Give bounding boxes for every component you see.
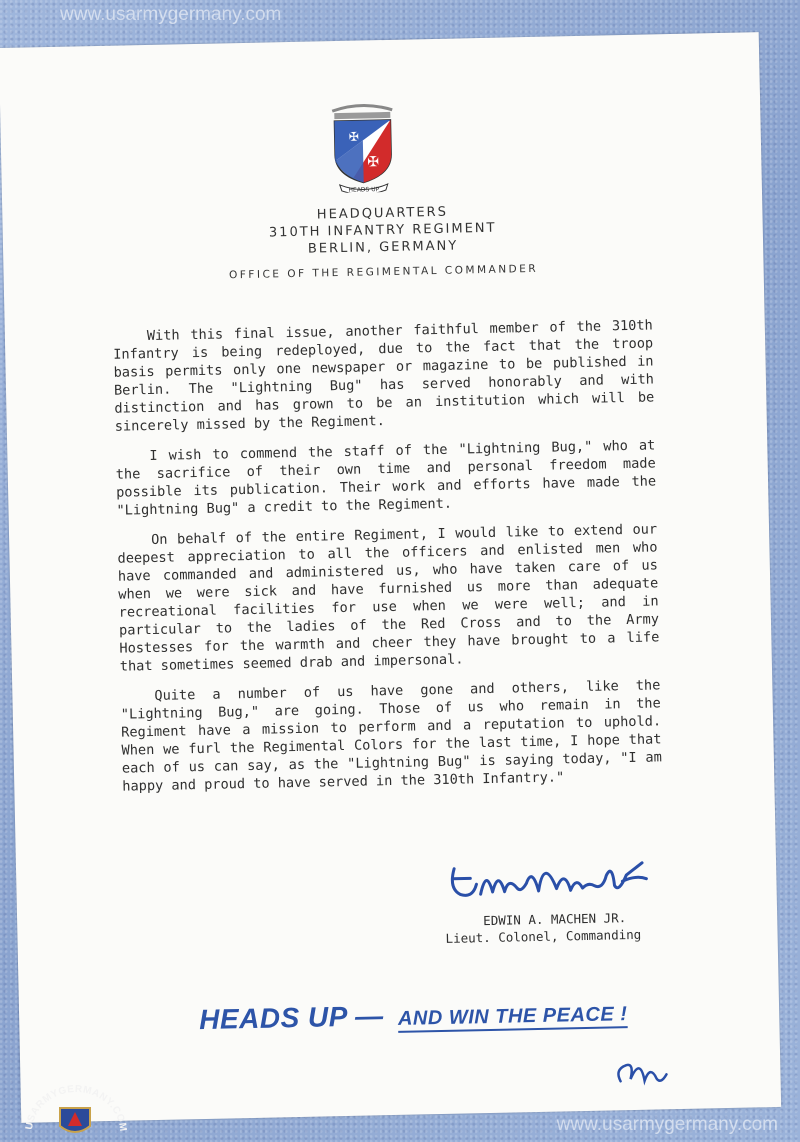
letterhead-line-1: HEADQUARTERS: [316, 204, 449, 223]
paragraph-4: Quite a number of us have gone and others, like the "Lightning Bug," are going. Those of us who remain in the Regiment have a mission to perform and a reputation to uphold. When we furl the Regimental Colors for the last time, I hope that each of us can say, as the "Lightning Bug" is saying today, "I am happy and proud to have served in the 310th Infantry.": [120, 677, 662, 795]
letterhead: [2, 197, 763, 286]
watermark-bottom: www.usarmygermany.com: [556, 1114, 778, 1135]
slogan-part-1: HEADS UP —: [198, 1000, 384, 1036]
watermark-top: www.usarmygermany.com: [60, 4, 282, 25]
letter-page: [0, 32, 781, 1123]
paragraph-2: I wish to commend the staff of the "Lightning Bug," who at the sacrifice of their own time and personal freedom made possible its publication. Their work and efforts have made the "Lightning Bug" a credit to the Regiment.: [115, 437, 657, 519]
handwritten-initials: [610, 1050, 671, 1091]
signatory-title: Lieut. Colonel, Commanding: [445, 926, 642, 946]
site-badge-icon: [20, 1082, 130, 1138]
svg-text:✠: ✠: [367, 154, 380, 171]
crest-motto: HEADS UP: [348, 186, 380, 194]
letterhead-office: OFFICE OF THE REGIMENTAL COMMANDER: [228, 262, 539, 282]
paragraph-3: On behalf of the entire Regiment, I would like to extend our deepest appreciation to all the officers and enlisted men who have commanded and administered us, who have taken care of us when we were sick and have furnished us more than adequate recreational facilities for use when we were well; and in particular to the ladies of the Red Cross and to the Army Hostesses for the warmth and cheer they have brought to a life that sometimes seemed drab and impersonal.: [117, 521, 660, 675]
slogan-part-2: AND WIN THE PEACE !: [397, 1003, 628, 1030]
slogan: [199, 995, 628, 1036]
letterhead-line-3: BERLIN, GERMANY: [307, 238, 459, 257]
letter-body: [113, 316, 663, 807]
signature-block: [436, 844, 668, 947]
paragraph-1: With this final issue, another faithful member of the 310th Infantry is being redeployed, due to the fact that the troop basis permits only one newspaper or magazine to be published in Berlin. The "Lightning Bug" has served honorably and with distinction and has grown to be an institution which will be sincerely missed by the Regiment.: [113, 317, 655, 435]
regimental-crest-icon: [322, 102, 404, 194]
badge-text: USARMYGERMANY.COM: [23, 1083, 129, 1133]
signatory-name: EDWIN A. MACHEN JR.: [483, 910, 627, 929]
letterhead-line-2: 310TH INFANTRY REGIMENT: [268, 220, 497, 241]
svg-text:✠: ✠: [348, 129, 359, 144]
handwritten-signature: [446, 844, 657, 908]
